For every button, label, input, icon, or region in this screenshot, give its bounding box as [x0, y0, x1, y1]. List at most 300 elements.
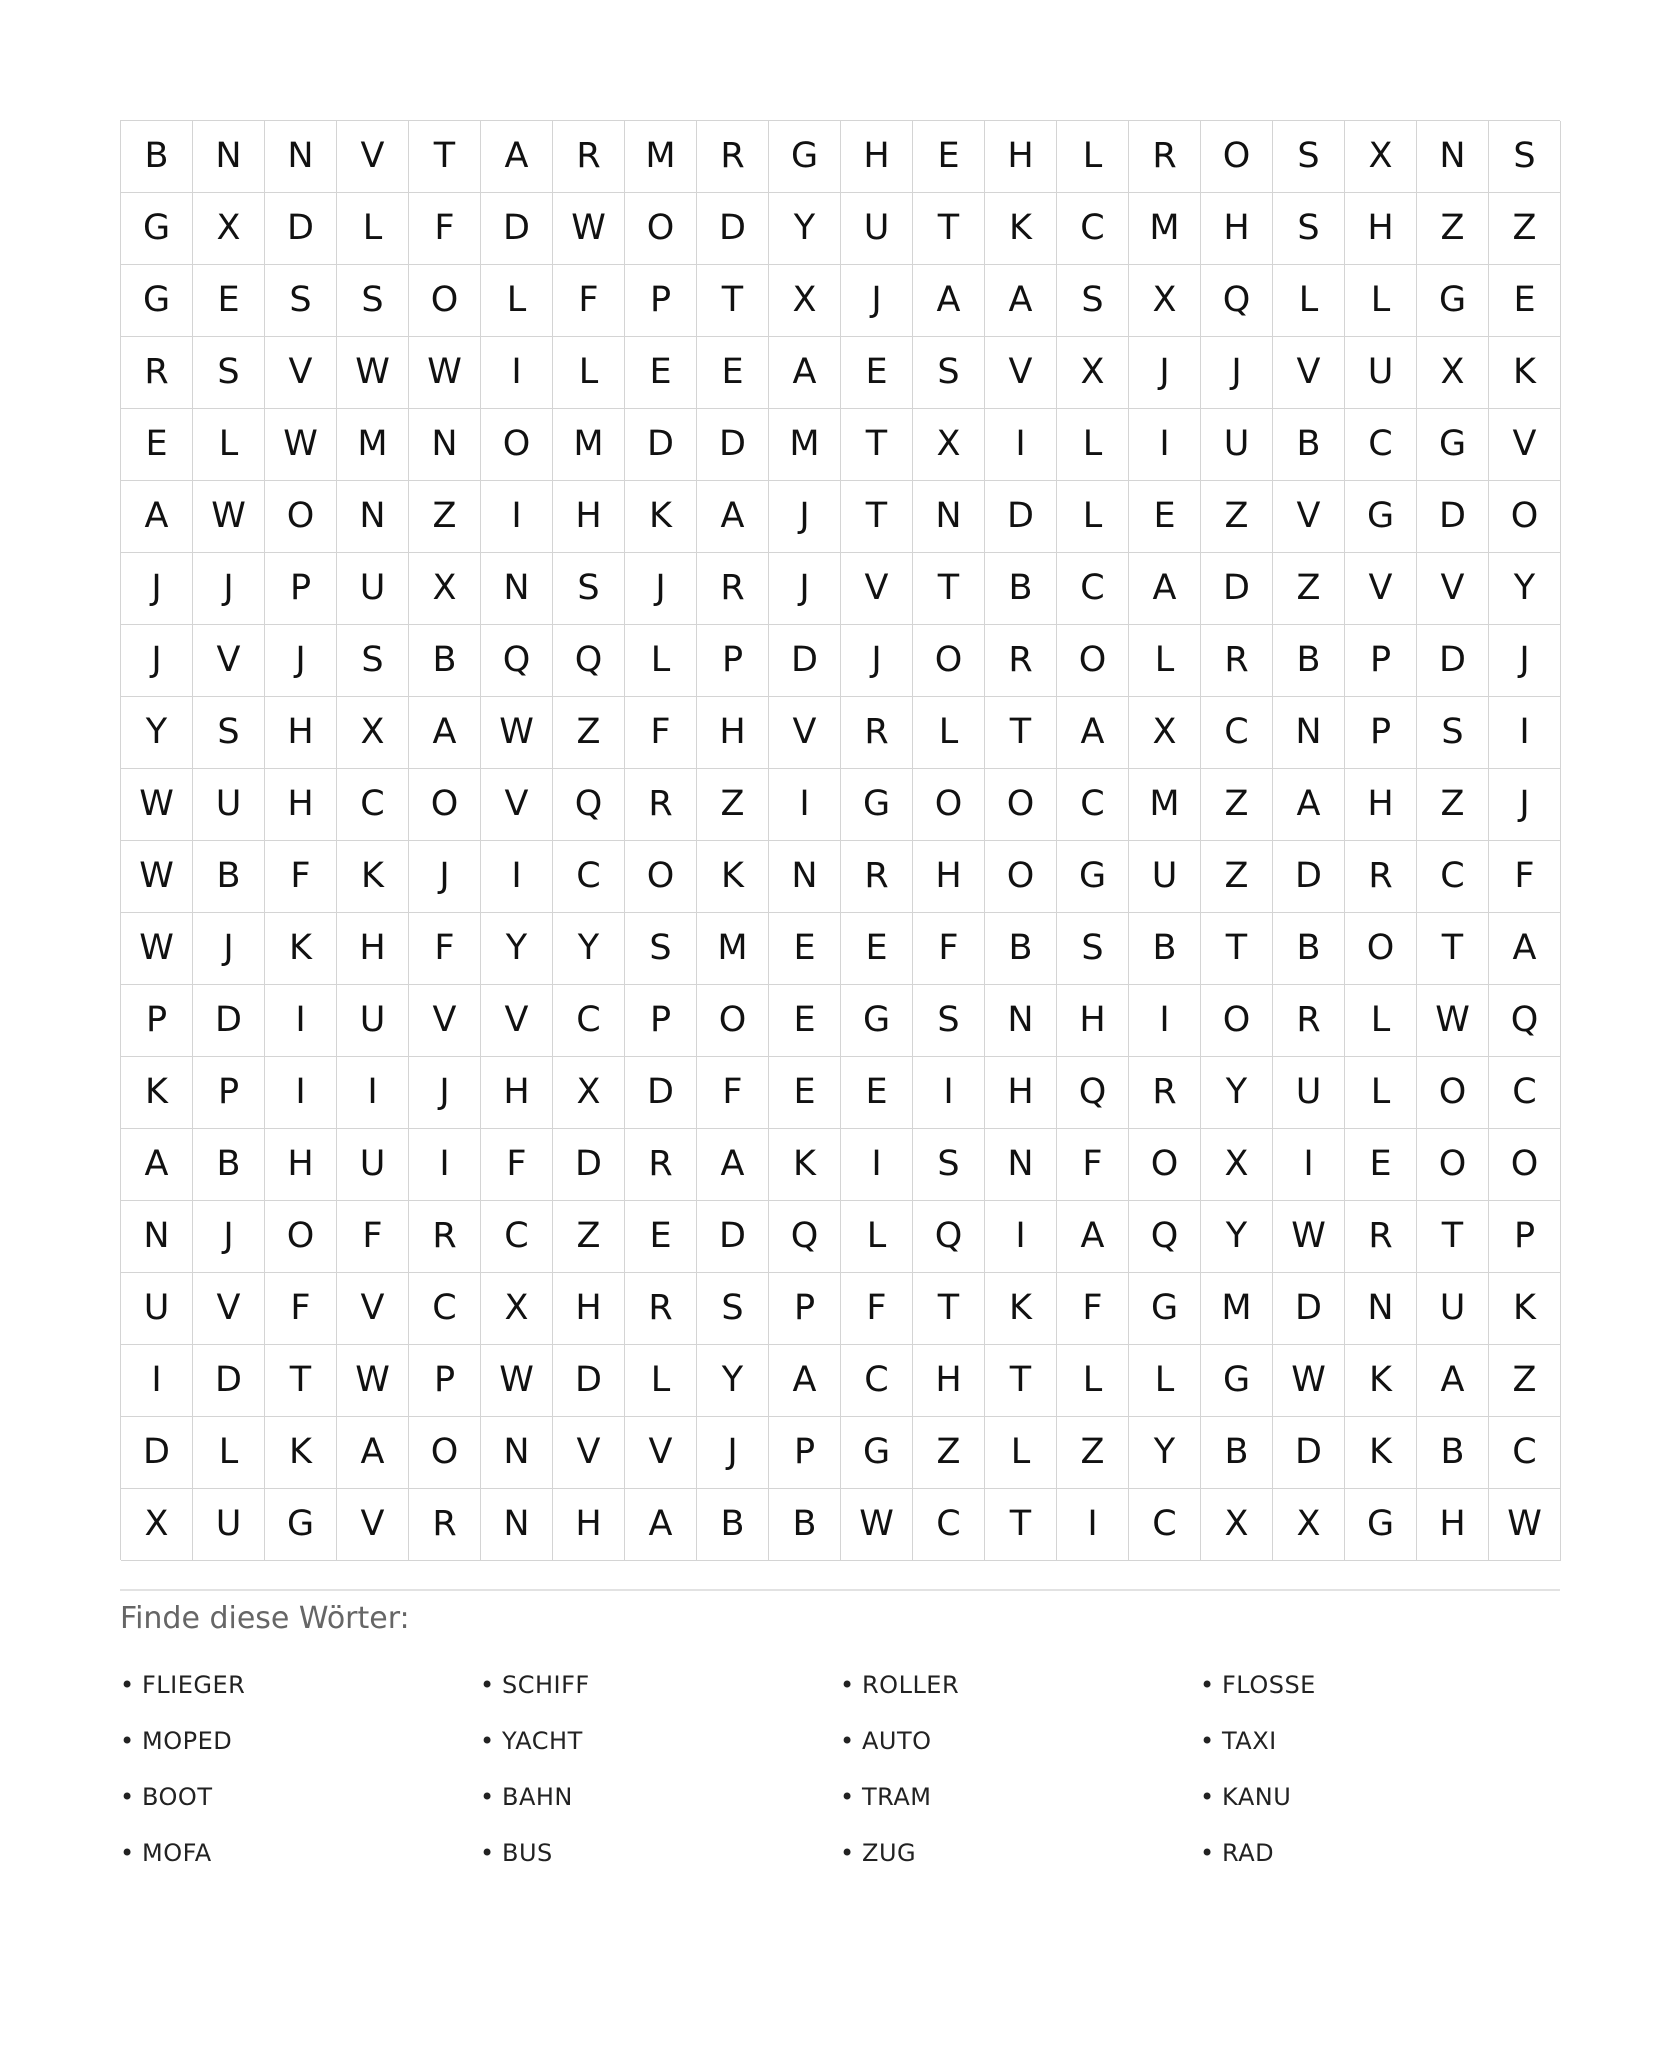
- grid-cell[interactable]: Q: [481, 625, 553, 697]
- grid-cell[interactable]: S: [1273, 193, 1345, 265]
- grid-cell[interactable]: D: [265, 193, 337, 265]
- grid-cell[interactable]: I: [1273, 1129, 1345, 1201]
- grid-cell[interactable]: V: [409, 985, 481, 1057]
- grid-cell[interactable]: N: [481, 553, 553, 625]
- grid-cell[interactable]: H: [265, 1129, 337, 1201]
- grid-cell[interactable]: M: [625, 121, 697, 193]
- grid-cell[interactable]: J: [697, 1417, 769, 1489]
- grid-cell[interactable]: N: [913, 481, 985, 553]
- grid-cell[interactable]: X: [193, 193, 265, 265]
- grid-cell[interactable]: B: [985, 913, 1057, 985]
- grid-cell[interactable]: D: [769, 625, 841, 697]
- grid-cell[interactable]: G: [265, 1489, 337, 1561]
- grid-cell[interactable]: B: [193, 841, 265, 913]
- grid-cell[interactable]: B: [1201, 1417, 1273, 1489]
- grid-cell[interactable]: O: [265, 1201, 337, 1273]
- grid-cell[interactable]: R: [1201, 625, 1273, 697]
- grid-cell[interactable]: O: [913, 769, 985, 841]
- grid-cell[interactable]: Q: [1057, 1057, 1129, 1129]
- grid-cell[interactable]: P: [625, 265, 697, 337]
- grid-cell[interactable]: I: [1129, 985, 1201, 1057]
- grid-cell[interactable]: U: [1201, 409, 1273, 481]
- grid-cell[interactable]: T: [913, 553, 985, 625]
- grid-cell[interactable]: P: [1345, 697, 1417, 769]
- grid-cell[interactable]: H: [985, 1057, 1057, 1129]
- grid-cell[interactable]: T: [985, 697, 1057, 769]
- grid-cell[interactable]: N: [337, 481, 409, 553]
- grid-cell[interactable]: Y: [1129, 1417, 1201, 1489]
- grid-cell[interactable]: G: [121, 265, 193, 337]
- grid-cell[interactable]: C: [1201, 697, 1273, 769]
- grid-cell[interactable]: J: [265, 625, 337, 697]
- grid-cell[interactable]: D: [1273, 1417, 1345, 1489]
- grid-cell[interactable]: K: [769, 1129, 841, 1201]
- grid-cell[interactable]: R: [625, 769, 697, 841]
- grid-cell[interactable]: V: [193, 1273, 265, 1345]
- grid-cell[interactable]: Z: [409, 481, 481, 553]
- grid-cell[interactable]: Y: [121, 697, 193, 769]
- grid-cell[interactable]: E: [625, 337, 697, 409]
- grid-cell[interactable]: H: [697, 697, 769, 769]
- grid-cell[interactable]: B: [409, 625, 481, 697]
- grid-cell[interactable]: X: [1417, 337, 1489, 409]
- grid-cell[interactable]: L: [553, 337, 625, 409]
- grid-cell[interactable]: E: [769, 1057, 841, 1129]
- letter-grid[interactable]: [120, 120, 1560, 1560]
- grid-cell[interactable]: C: [1057, 193, 1129, 265]
- grid-cell[interactable]: V: [193, 625, 265, 697]
- grid-cell[interactable]: L: [1129, 625, 1201, 697]
- grid-cell[interactable]: F: [913, 913, 985, 985]
- grid-cell[interactable]: Z: [1489, 193, 1561, 265]
- grid-cell[interactable]: J: [841, 265, 913, 337]
- grid-cell[interactable]: K: [121, 1057, 193, 1129]
- grid-cell[interactable]: I: [409, 1129, 481, 1201]
- grid-cell[interactable]: M: [1201, 1273, 1273, 1345]
- grid-cell[interactable]: K: [265, 913, 337, 985]
- grid-cell[interactable]: Z: [1417, 769, 1489, 841]
- grid-cell[interactable]: L: [913, 697, 985, 769]
- grid-cell[interactable]: R: [841, 697, 913, 769]
- grid-cell[interactable]: G: [1129, 1273, 1201, 1345]
- grid-cell[interactable]: L: [1057, 409, 1129, 481]
- grid-cell[interactable]: N: [1345, 1273, 1417, 1345]
- grid-cell[interactable]: P: [193, 1057, 265, 1129]
- grid-cell[interactable]: R: [697, 121, 769, 193]
- grid-cell[interactable]: O: [1201, 121, 1273, 193]
- grid-cell[interactable]: I: [985, 409, 1057, 481]
- grid-cell[interactable]: X: [1273, 1489, 1345, 1561]
- grid-cell[interactable]: P: [1345, 625, 1417, 697]
- grid-cell[interactable]: A: [625, 1489, 697, 1561]
- grid-cell[interactable]: E: [1345, 1129, 1417, 1201]
- grid-cell[interactable]: D: [193, 1345, 265, 1417]
- grid-cell[interactable]: L: [1057, 121, 1129, 193]
- grid-cell[interactable]: N: [481, 1417, 553, 1489]
- grid-cell[interactable]: Z: [1057, 1417, 1129, 1489]
- grid-cell[interactable]: A: [769, 1345, 841, 1417]
- grid-cell[interactable]: N: [265, 121, 337, 193]
- grid-cell[interactable]: G: [769, 121, 841, 193]
- grid-cell[interactable]: W: [553, 193, 625, 265]
- grid-cell[interactable]: O: [1489, 1129, 1561, 1201]
- grid-cell[interactable]: M: [553, 409, 625, 481]
- grid-cell[interactable]: P: [769, 1417, 841, 1489]
- grid-cell[interactable]: A: [1057, 1201, 1129, 1273]
- grid-cell[interactable]: H: [481, 1057, 553, 1129]
- grid-cell[interactable]: T: [913, 1273, 985, 1345]
- grid-cell[interactable]: B: [1129, 913, 1201, 985]
- grid-cell[interactable]: B: [985, 553, 1057, 625]
- grid-cell[interactable]: A: [337, 1417, 409, 1489]
- grid-cell[interactable]: K: [1345, 1345, 1417, 1417]
- grid-cell[interactable]: D: [1273, 1273, 1345, 1345]
- grid-cell[interactable]: I: [481, 337, 553, 409]
- grid-cell[interactable]: U: [193, 1489, 265, 1561]
- grid-cell[interactable]: L: [193, 1417, 265, 1489]
- grid-cell[interactable]: R: [121, 337, 193, 409]
- grid-cell[interactable]: B: [193, 1129, 265, 1201]
- grid-cell[interactable]: S: [337, 625, 409, 697]
- grid-cell[interactable]: V: [337, 1273, 409, 1345]
- grid-cell[interactable]: I: [1129, 409, 1201, 481]
- grid-cell[interactable]: R: [841, 841, 913, 913]
- grid-cell[interactable]: W: [265, 409, 337, 481]
- grid-cell[interactable]: A: [481, 121, 553, 193]
- grid-cell[interactable]: R: [1345, 1201, 1417, 1273]
- grid-cell[interactable]: H: [1345, 193, 1417, 265]
- grid-cell[interactable]: Y: [697, 1345, 769, 1417]
- grid-cell[interactable]: T: [985, 1345, 1057, 1417]
- grid-cell[interactable]: J: [121, 625, 193, 697]
- grid-cell[interactable]: H: [985, 121, 1057, 193]
- grid-cell[interactable]: S: [1057, 265, 1129, 337]
- grid-cell[interactable]: O: [1129, 1129, 1201, 1201]
- grid-cell[interactable]: S: [1489, 121, 1561, 193]
- grid-cell[interactable]: D: [625, 1057, 697, 1129]
- grid-cell[interactable]: I: [913, 1057, 985, 1129]
- grid-cell[interactable]: O: [265, 481, 337, 553]
- grid-cell[interactable]: O: [1345, 913, 1417, 985]
- grid-cell[interactable]: C: [1057, 769, 1129, 841]
- grid-cell[interactable]: B: [1273, 409, 1345, 481]
- grid-cell[interactable]: F: [1489, 841, 1561, 913]
- grid-cell[interactable]: K: [337, 841, 409, 913]
- grid-cell[interactable]: E: [697, 337, 769, 409]
- grid-cell[interactable]: R: [553, 121, 625, 193]
- grid-cell[interactable]: L: [1057, 481, 1129, 553]
- grid-cell[interactable]: G: [1345, 1489, 1417, 1561]
- grid-cell[interactable]: L: [625, 625, 697, 697]
- grid-cell[interactable]: N: [193, 121, 265, 193]
- grid-cell[interactable]: Y: [1489, 553, 1561, 625]
- grid-cell[interactable]: J: [1489, 769, 1561, 841]
- grid-cell[interactable]: F: [409, 193, 481, 265]
- grid-cell[interactable]: D: [553, 1129, 625, 1201]
- grid-cell[interactable]: N: [121, 1201, 193, 1273]
- grid-cell[interactable]: J: [625, 553, 697, 625]
- grid-cell[interactable]: E: [913, 121, 985, 193]
- grid-cell[interactable]: V: [625, 1417, 697, 1489]
- grid-cell[interactable]: D: [697, 409, 769, 481]
- grid-cell[interactable]: X: [769, 265, 841, 337]
- grid-cell[interactable]: Y: [553, 913, 625, 985]
- grid-cell[interactable]: F: [409, 913, 481, 985]
- grid-cell[interactable]: J: [769, 481, 841, 553]
- grid-cell[interactable]: M: [337, 409, 409, 481]
- grid-cell[interactable]: F: [1057, 1273, 1129, 1345]
- grid-cell[interactable]: D: [625, 409, 697, 481]
- grid-cell[interactable]: Z: [553, 1201, 625, 1273]
- grid-cell[interactable]: W: [193, 481, 265, 553]
- grid-cell[interactable]: T: [1417, 913, 1489, 985]
- grid-cell[interactable]: B: [1417, 1417, 1489, 1489]
- grid-cell[interactable]: H: [1201, 193, 1273, 265]
- grid-cell[interactable]: E: [193, 265, 265, 337]
- grid-cell[interactable]: C: [1489, 1057, 1561, 1129]
- grid-cell[interactable]: E: [121, 409, 193, 481]
- grid-cell[interactable]: N: [481, 1489, 553, 1561]
- grid-cell[interactable]: D: [553, 1345, 625, 1417]
- grid-cell[interactable]: E: [841, 1057, 913, 1129]
- grid-cell[interactable]: E: [841, 913, 913, 985]
- grid-cell[interactable]: G: [1201, 1345, 1273, 1417]
- grid-cell[interactable]: G: [121, 193, 193, 265]
- grid-cell[interactable]: X: [1201, 1489, 1273, 1561]
- grid-cell[interactable]: W: [1273, 1201, 1345, 1273]
- grid-cell[interactable]: V: [1273, 481, 1345, 553]
- grid-cell[interactable]: E: [841, 337, 913, 409]
- grid-cell[interactable]: S: [1273, 121, 1345, 193]
- grid-cell[interactable]: L: [1273, 265, 1345, 337]
- grid-cell[interactable]: Z: [1201, 481, 1273, 553]
- grid-cell[interactable]: D: [1201, 553, 1273, 625]
- grid-cell[interactable]: C: [337, 769, 409, 841]
- grid-cell[interactable]: B: [697, 1489, 769, 1561]
- grid-cell[interactable]: N: [985, 985, 1057, 1057]
- grid-cell[interactable]: J: [193, 553, 265, 625]
- grid-cell[interactable]: A: [769, 337, 841, 409]
- grid-cell[interactable]: I: [481, 841, 553, 913]
- grid-cell[interactable]: D: [1273, 841, 1345, 913]
- grid-cell[interactable]: T: [1417, 1201, 1489, 1273]
- grid-cell[interactable]: U: [337, 985, 409, 1057]
- grid-cell[interactable]: Y: [1201, 1057, 1273, 1129]
- grid-cell[interactable]: U: [337, 1129, 409, 1201]
- grid-cell[interactable]: E: [625, 1201, 697, 1273]
- grid-cell[interactable]: R: [625, 1129, 697, 1201]
- grid-cell[interactable]: N: [769, 841, 841, 913]
- grid-cell[interactable]: C: [913, 1489, 985, 1561]
- grid-cell[interactable]: D: [193, 985, 265, 1057]
- grid-cell[interactable]: T: [841, 481, 913, 553]
- grid-cell[interactable]: Y: [481, 913, 553, 985]
- grid-cell[interactable]: J: [121, 553, 193, 625]
- grid-cell[interactable]: V: [481, 769, 553, 841]
- grid-cell[interactable]: V: [1417, 553, 1489, 625]
- grid-cell[interactable]: J: [409, 1057, 481, 1129]
- grid-cell[interactable]: V: [265, 337, 337, 409]
- grid-cell[interactable]: L: [1345, 985, 1417, 1057]
- grid-cell[interactable]: O: [409, 769, 481, 841]
- grid-cell[interactable]: V: [481, 985, 553, 1057]
- grid-cell[interactable]: Z: [697, 769, 769, 841]
- grid-cell[interactable]: C: [409, 1273, 481, 1345]
- grid-cell[interactable]: K: [625, 481, 697, 553]
- grid-cell[interactable]: P: [697, 625, 769, 697]
- grid-cell[interactable]: U: [337, 553, 409, 625]
- grid-cell[interactable]: R: [1129, 1057, 1201, 1129]
- grid-cell[interactable]: L: [1345, 1057, 1417, 1129]
- grid-cell[interactable]: R: [985, 625, 1057, 697]
- grid-cell[interactable]: R: [1273, 985, 1345, 1057]
- grid-cell[interactable]: C: [841, 1345, 913, 1417]
- grid-cell[interactable]: A: [409, 697, 481, 769]
- grid-cell[interactable]: L: [1057, 1345, 1129, 1417]
- grid-cell[interactable]: Q: [1129, 1201, 1201, 1273]
- grid-cell[interactable]: T: [697, 265, 769, 337]
- grid-cell[interactable]: J: [841, 625, 913, 697]
- grid-cell[interactable]: I: [1057, 1489, 1129, 1561]
- grid-cell[interactable]: D: [481, 193, 553, 265]
- grid-cell[interactable]: Q: [1489, 985, 1561, 1057]
- grid-cell[interactable]: R: [697, 553, 769, 625]
- grid-cell[interactable]: P: [265, 553, 337, 625]
- grid-cell[interactable]: D: [1417, 625, 1489, 697]
- grid-cell[interactable]: G: [841, 985, 913, 1057]
- grid-cell[interactable]: U: [121, 1273, 193, 1345]
- grid-cell[interactable]: V: [841, 553, 913, 625]
- grid-cell[interactable]: F: [265, 1273, 337, 1345]
- grid-cell[interactable]: A: [913, 265, 985, 337]
- grid-cell[interactable]: L: [625, 1345, 697, 1417]
- grid-cell[interactable]: H: [553, 1273, 625, 1345]
- grid-cell[interactable]: O: [913, 625, 985, 697]
- grid-cell[interactable]: W: [121, 913, 193, 985]
- grid-cell[interactable]: S: [193, 697, 265, 769]
- grid-cell[interactable]: V: [337, 1489, 409, 1561]
- grid-cell[interactable]: C: [553, 841, 625, 913]
- grid-cell[interactable]: W: [1489, 1489, 1561, 1561]
- grid-cell[interactable]: V: [769, 697, 841, 769]
- grid-cell[interactable]: A: [697, 481, 769, 553]
- grid-cell[interactable]: O: [409, 1417, 481, 1489]
- grid-cell[interactable]: I: [337, 1057, 409, 1129]
- grid-cell[interactable]: Q: [553, 769, 625, 841]
- grid-cell[interactable]: H: [553, 1489, 625, 1561]
- grid-cell[interactable]: T: [985, 1489, 1057, 1561]
- grid-cell[interactable]: U: [1417, 1273, 1489, 1345]
- grid-cell[interactable]: S: [913, 1129, 985, 1201]
- grid-cell[interactable]: H: [913, 1345, 985, 1417]
- grid-cell[interactable]: O: [409, 265, 481, 337]
- grid-cell[interactable]: P: [121, 985, 193, 1057]
- grid-cell[interactable]: I: [841, 1129, 913, 1201]
- grid-cell[interactable]: Q: [1201, 265, 1273, 337]
- grid-cell[interactable]: L: [841, 1201, 913, 1273]
- grid-cell[interactable]: U: [1129, 841, 1201, 913]
- grid-cell[interactable]: W: [1273, 1345, 1345, 1417]
- grid-cell[interactable]: K: [1489, 1273, 1561, 1345]
- grid-cell[interactable]: H: [913, 841, 985, 913]
- grid-cell[interactable]: D: [121, 1417, 193, 1489]
- grid-cell[interactable]: V: [337, 121, 409, 193]
- grid-cell[interactable]: N: [409, 409, 481, 481]
- grid-cell[interactable]: O: [985, 769, 1057, 841]
- grid-cell[interactable]: B: [121, 121, 193, 193]
- grid-cell[interactable]: A: [121, 1129, 193, 1201]
- grid-cell[interactable]: A: [1273, 769, 1345, 841]
- grid-cell[interactable]: Q: [769, 1201, 841, 1273]
- grid-cell[interactable]: N: [1273, 697, 1345, 769]
- grid-cell[interactable]: X: [409, 553, 481, 625]
- grid-cell[interactable]: F: [1057, 1129, 1129, 1201]
- grid-cell[interactable]: F: [625, 697, 697, 769]
- grid-cell[interactable]: V: [1489, 409, 1561, 481]
- grid-cell[interactable]: K: [985, 193, 1057, 265]
- grid-cell[interactable]: X: [553, 1057, 625, 1129]
- grid-cell[interactable]: G: [1417, 265, 1489, 337]
- grid-cell[interactable]: I: [985, 1201, 1057, 1273]
- grid-cell[interactable]: X: [1129, 697, 1201, 769]
- grid-cell[interactable]: C: [1129, 1489, 1201, 1561]
- grid-cell[interactable]: X: [1201, 1129, 1273, 1201]
- grid-cell[interactable]: N: [1417, 121, 1489, 193]
- grid-cell[interactable]: Z: [913, 1417, 985, 1489]
- grid-cell[interactable]: J: [409, 841, 481, 913]
- grid-cell[interactable]: O: [985, 841, 1057, 913]
- grid-cell[interactable]: C: [1345, 409, 1417, 481]
- grid-cell[interactable]: O: [1057, 625, 1129, 697]
- grid-cell[interactable]: T: [1201, 913, 1273, 985]
- grid-cell[interactable]: Z: [1201, 769, 1273, 841]
- grid-cell[interactable]: H: [1417, 1489, 1489, 1561]
- grid-cell[interactable]: C: [553, 985, 625, 1057]
- grid-cell[interactable]: I: [1489, 697, 1561, 769]
- grid-cell[interactable]: K: [697, 841, 769, 913]
- grid-cell[interactable]: I: [265, 985, 337, 1057]
- grid-cell[interactable]: M: [1129, 193, 1201, 265]
- grid-cell[interactable]: P: [625, 985, 697, 1057]
- grid-cell[interactable]: M: [697, 913, 769, 985]
- grid-cell[interactable]: L: [481, 265, 553, 337]
- grid-cell[interactable]: D: [985, 481, 1057, 553]
- grid-cell[interactable]: X: [481, 1273, 553, 1345]
- grid-cell[interactable]: F: [697, 1057, 769, 1129]
- grid-cell[interactable]: Z: [1417, 193, 1489, 265]
- grid-cell[interactable]: X: [121, 1489, 193, 1561]
- grid-cell[interactable]: L: [337, 193, 409, 265]
- grid-cell[interactable]: A: [121, 481, 193, 553]
- grid-cell[interactable]: D: [697, 1201, 769, 1273]
- grid-cell[interactable]: H: [265, 769, 337, 841]
- grid-cell[interactable]: X: [1345, 121, 1417, 193]
- grid-cell[interactable]: I: [481, 481, 553, 553]
- grid-cell[interactable]: X: [1129, 265, 1201, 337]
- grid-cell[interactable]: L: [1129, 1345, 1201, 1417]
- grid-cell[interactable]: V: [1273, 337, 1345, 409]
- grid-cell[interactable]: A: [1057, 697, 1129, 769]
- grid-cell[interactable]: O: [1417, 1129, 1489, 1201]
- grid-cell[interactable]: B: [769, 1489, 841, 1561]
- grid-cell[interactable]: T: [913, 193, 985, 265]
- grid-cell[interactable]: V: [985, 337, 1057, 409]
- grid-cell[interactable]: I: [265, 1057, 337, 1129]
- grid-cell[interactable]: G: [1417, 409, 1489, 481]
- grid-cell[interactable]: A: [985, 265, 1057, 337]
- grid-cell[interactable]: O: [625, 193, 697, 265]
- grid-cell[interactable]: T: [265, 1345, 337, 1417]
